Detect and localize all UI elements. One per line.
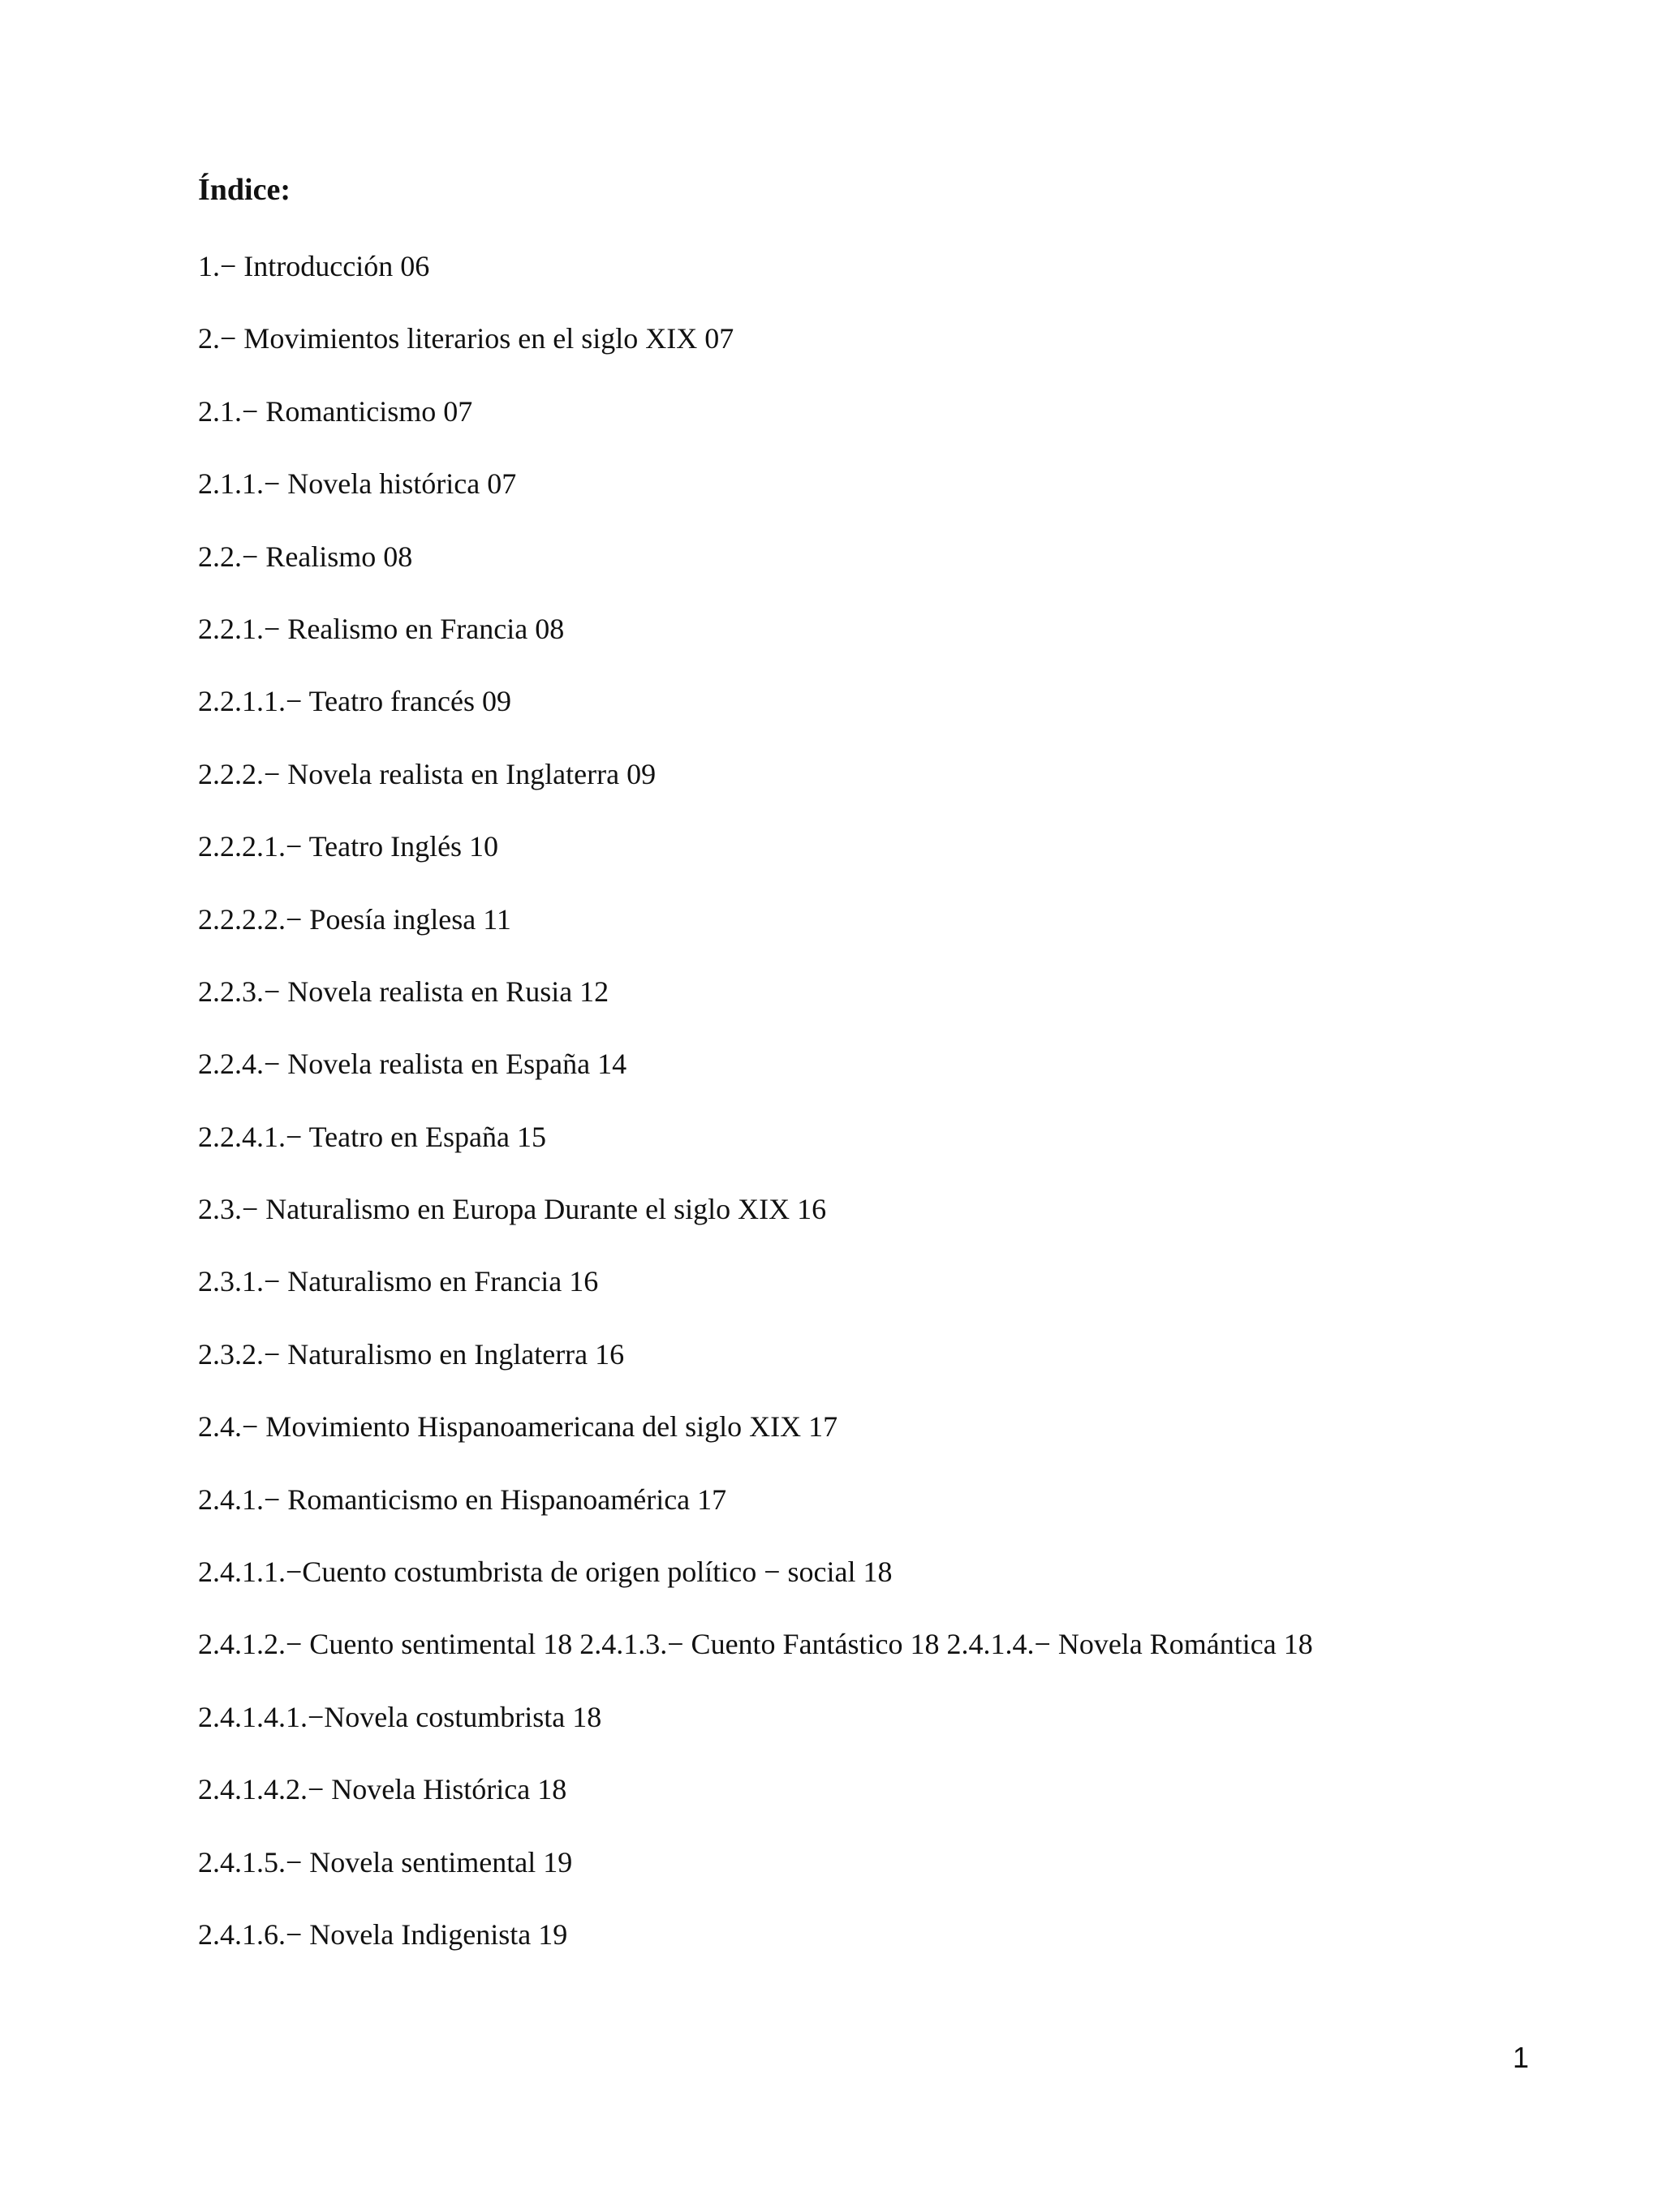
- toc-entry: 2.1.1.− Novela histórica 07: [198, 467, 517, 501]
- toc-entry: 2.2.− Realismo 08: [198, 540, 413, 573]
- toc-entry: 2.2.2.2.− Poesía inglesa 11: [198, 902, 511, 936]
- toc-entry: 2.2.1.1.− Teatro francés 09: [198, 685, 511, 718]
- toc-entry: 2.3.1.− Naturalismo en Francia 16: [198, 1265, 599, 1298]
- page-number: 1: [1512, 2041, 1529, 2074]
- toc-entry: 2.4.1.− Romanticismo en Hispanoamérica 17: [198, 1483, 727, 1516]
- toc-entry: 2.4.1.4.1.−Novela costumbrista 18: [198, 1700, 602, 1733]
- toc-entry: 2.4.1.2.− Cuento sentimental 18 2.4.1.3.− Cuento Fantástico 18 2.4.1.4.− Novela Romántica 18: [198, 1628, 1313, 1661]
- toc-entry: 2.2.1.− Realismo en Francia 08: [198, 612, 565, 645]
- toc-entry: 1.− Introducción 06: [198, 250, 430, 282]
- toc-entry: 2.2.3.− Novela realista en Rusia 12: [198, 975, 609, 1008]
- toc-entry: 2.4.1.5.− Novela sentimental 19: [198, 1845, 573, 1878]
- toc-entry: 2.4.1.4.2.− Novela Histórica 18: [198, 1773, 567, 1806]
- toc-entry: 2.2.2.1.− Teatro Inglés 10: [198, 830, 499, 863]
- toc-entry: 2.− Movimientos literarios en el siglo XIX 07: [198, 322, 734, 355]
- toc-entry: 2.1.− Romanticismo 07: [198, 394, 473, 428]
- toc-entry: 2.2.2.− Novela realista en Inglaterra 09: [198, 757, 657, 790]
- toc-entry: 2.4.1.1.−Cuento costumbrista de origen político − social 18: [198, 1556, 893, 1589]
- table-of-contents: [198, 247, 1313, 1987]
- toc-entry: 2.4.1.6.− Novela Indigenista 19: [198, 1917, 568, 1951]
- index-heading: Índice:: [198, 173, 291, 207]
- toc-entry: 2.4.− Movimiento Hispanoamericana del siglo XIX 17: [198, 1410, 838, 1444]
- toc-entry: 2.3.2.− Naturalismo en Inglaterra 16: [198, 1337, 625, 1371]
- toc-entry: 2.2.4.1.− Teatro en España 15: [198, 1120, 547, 1153]
- toc-entry: 2.3.− Naturalismo en Europa Durante el siglo XIX 16: [198, 1193, 827, 1226]
- toc-entry: 2.2.4.− Novela realista en España 14: [198, 1048, 627, 1081]
